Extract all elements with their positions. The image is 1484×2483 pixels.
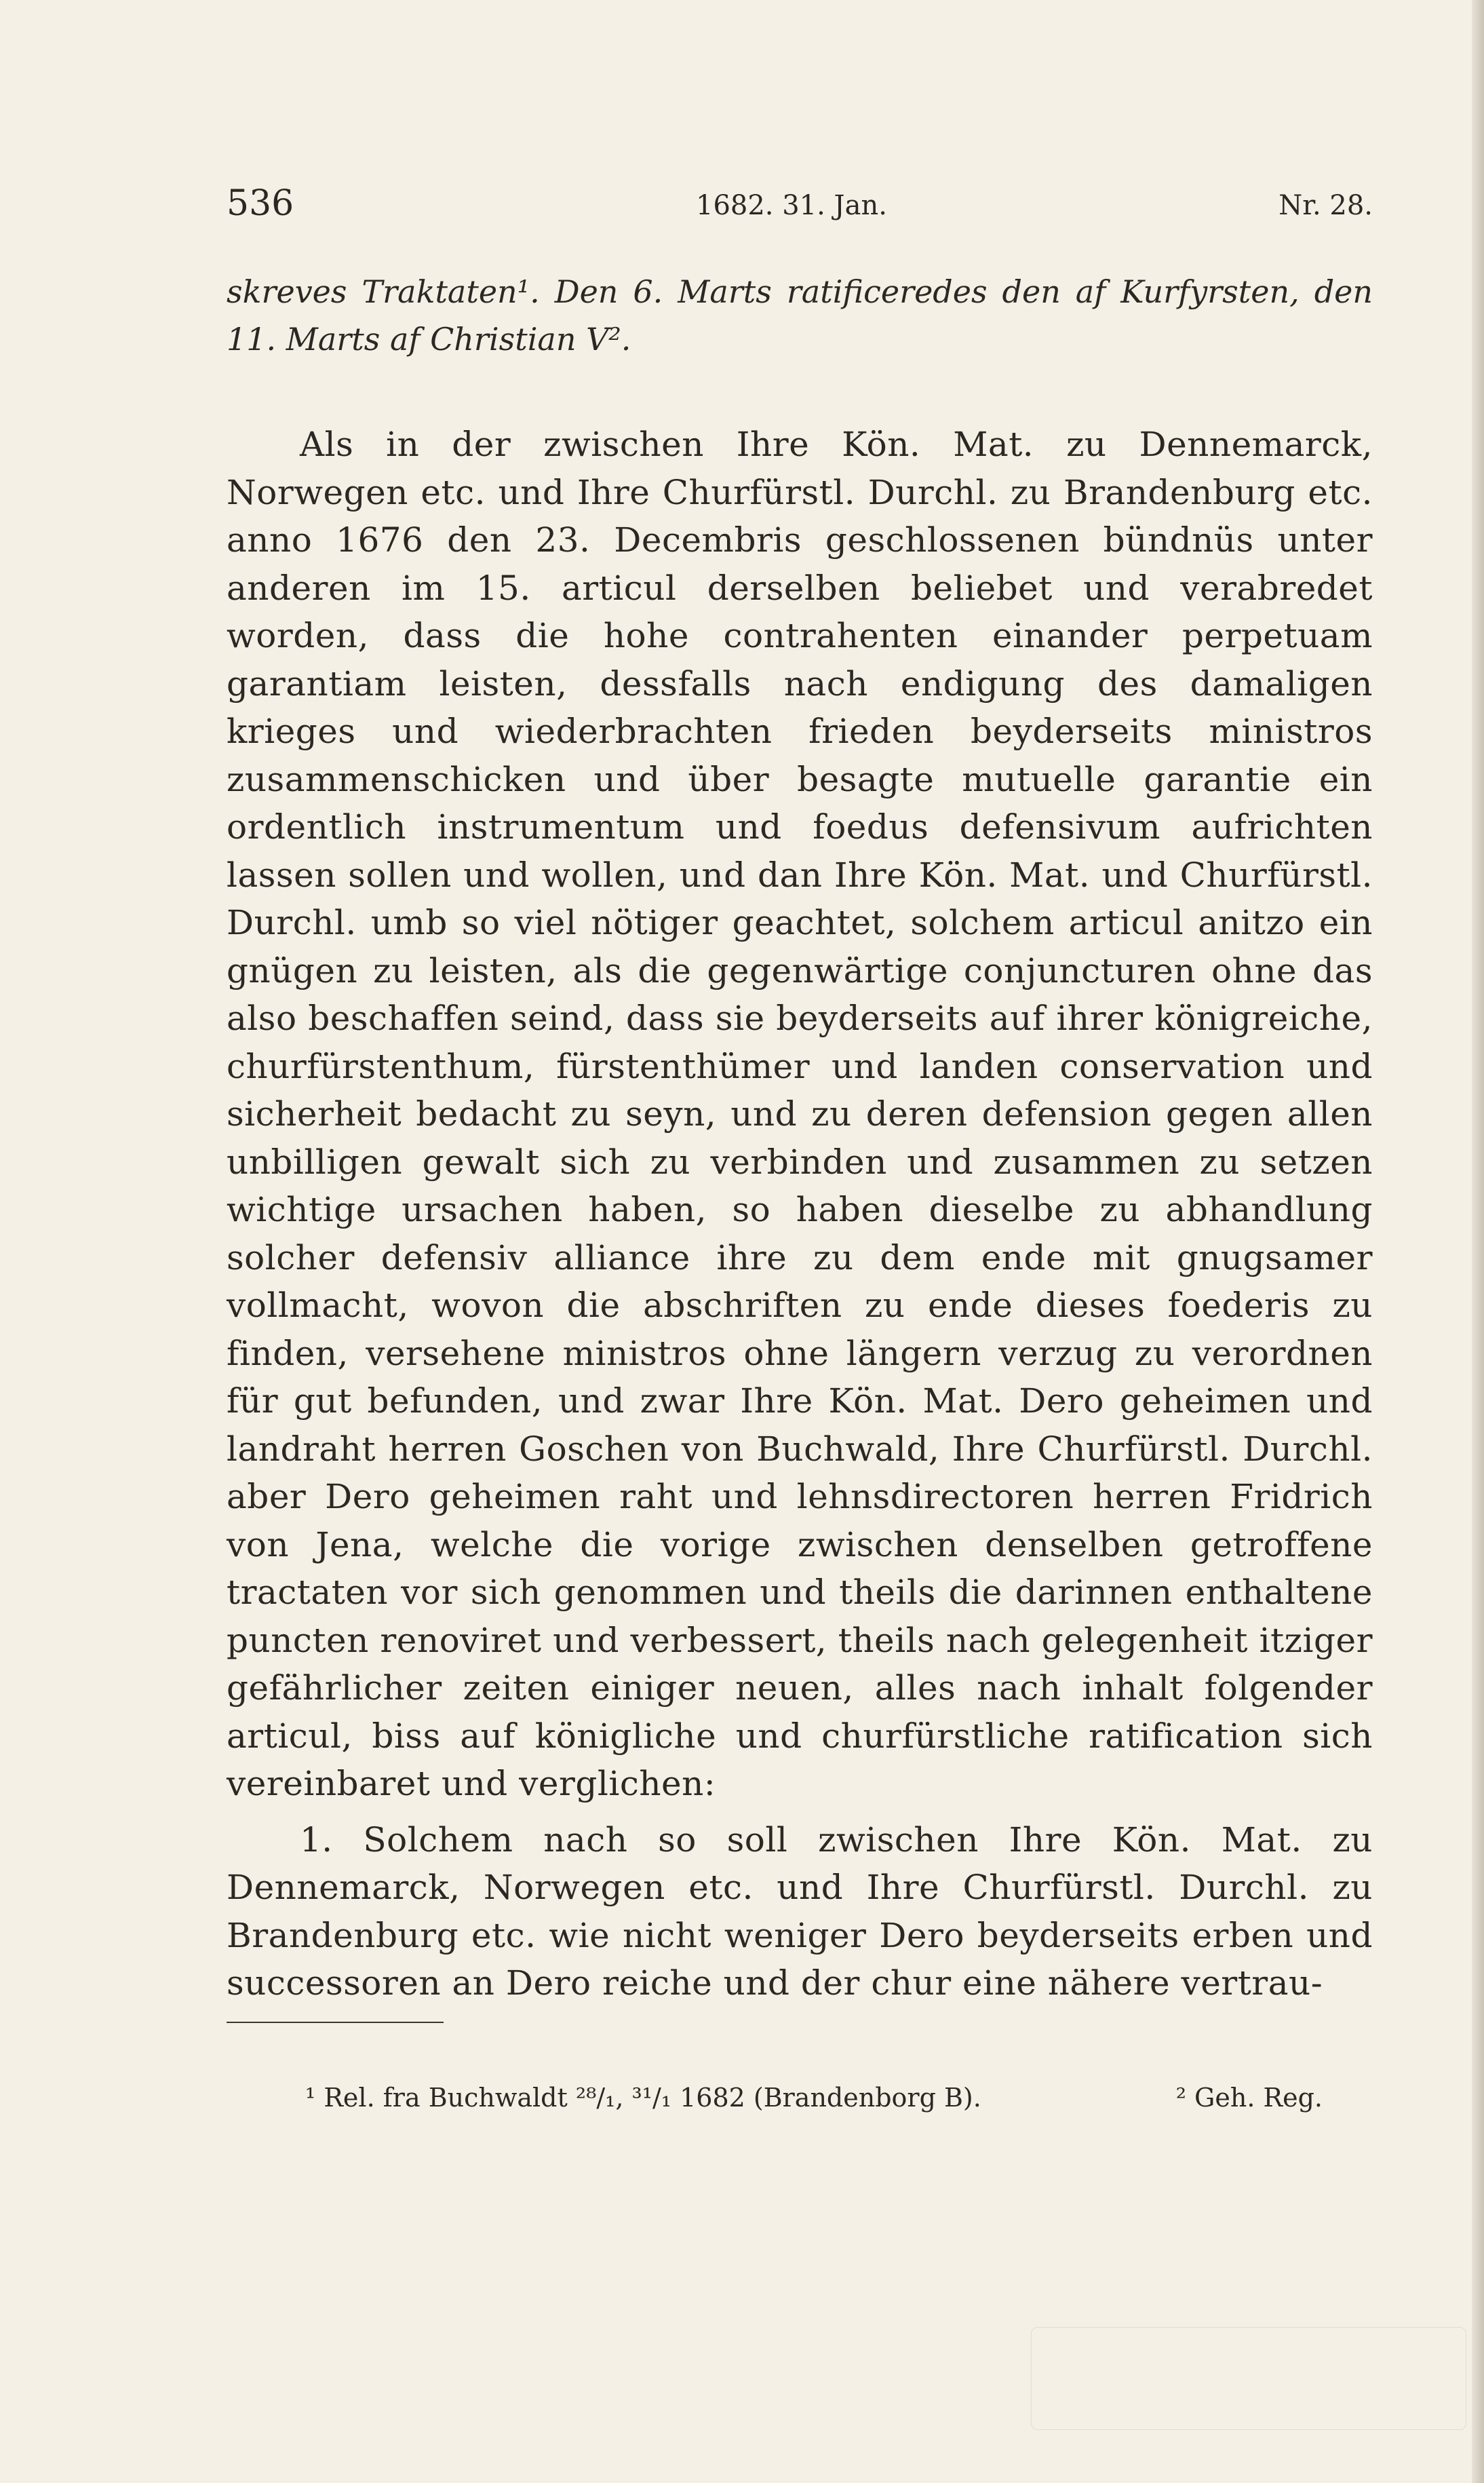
footnote-1: ¹ Rel. fra Buchwaldt ²⁸/₁, ³¹/₁ 1682 (Brandenborg B). [305,2083,981,2113]
header-date: 1682. 31. Jan. [696,190,887,221]
page-stain [1031,2327,1466,2430]
main-text [227,421,1373,2007]
document-number: Nr. 28. [1278,190,1373,221]
footnotes [305,2083,1323,2113]
paragraph-preamble: Als in der zwischen Ihre Kön. Mat. zu Dennemarck, Norwegen etc. und Ihre Churfürstl. Durchl. zu Brandenburg etc. anno 1676 den 23. Decembris geschlossenen bündnüs unter anderen im 15. articul derselben beliebet und verabredet worden, dass die hohe contrahenten einander perpetuam garantiam leisten, dessfalls nach endigung des damaligen krieges und wiederbrachten frieden beyderseits ministros zusammenschicken und über besagte mutuelle garantie ein ordentlich instrumentum und foedus defensivum aufrichten lassen sollen und wollen, und dan Ihre Kön. Mat. und Churfürstl. Durchl. umb so viel nötiger geachtet, solchem articul anitzo ein gnügen zu leisten, als die gegenwärtige conjuncturen ohne das also beschaffen seind, dass sie beyderseits auf ihrer königreiche, churfürstenthum, fürstenthümer und landen conservation und sicherheit bedacht zu seyn, und zu deren defension gegen allen unbilligen gewalt sich zu verbinden und zusammen zu setzen wichtige ursachen haben, so haben dieselbe zu abhandlung solcher defensiv alliance ihre zu dem ende mit gnugsamer vollmacht, wovon die abschriften zu ende dieses foederis zu finden, versehene ministros ohne längern verzug zu verordnen für gut befunden, und zwar Ihre Kön. Mat. Dero geheimen und landraht herren Goschen von Buchwald, Ihre Churfürstl. Durchl. aber Dero geheimen raht und lehnsdirectoren herren Fridrich von Jena, welche die vorige zwischen denselben getroffene tractaten vor sich genommen und theils die darinnen enthaltene puncten renoviret und verbessert, theils nach gelegenheit itziger gefährlicher zeiten einiger neuen, alles nach inhalt folgender articul, biss auf königliche und churfürstliche ratification sich vereinbaret und verglichen: [227,425,1373,1803]
intro-note: skreves Traktaten¹. Den 6. Marts ratificeredes den af Kurfyrsten, den 11. Marts af Christian V². [227,273,1373,358]
paragraph-article-1: 1. Solchem nach so soll zwischen Ihre Kön. Mat. zu Dennemarck, Norwegen etc. und Ihre Churfürstl. Durchl. zu Brandenburg etc. wie nicht weniger Dero beyderseits erben und successoren an Dero reiche und der chur eine nähere vertrau- [227,1820,1373,2003]
running-header [227,183,1373,231]
page-edge [1472,0,1484,2483]
page-number: 536 [227,183,294,224]
footnote-2: ² Geh. Reg. [1175,2083,1323,2113]
footnote-rule [227,2022,444,2023]
